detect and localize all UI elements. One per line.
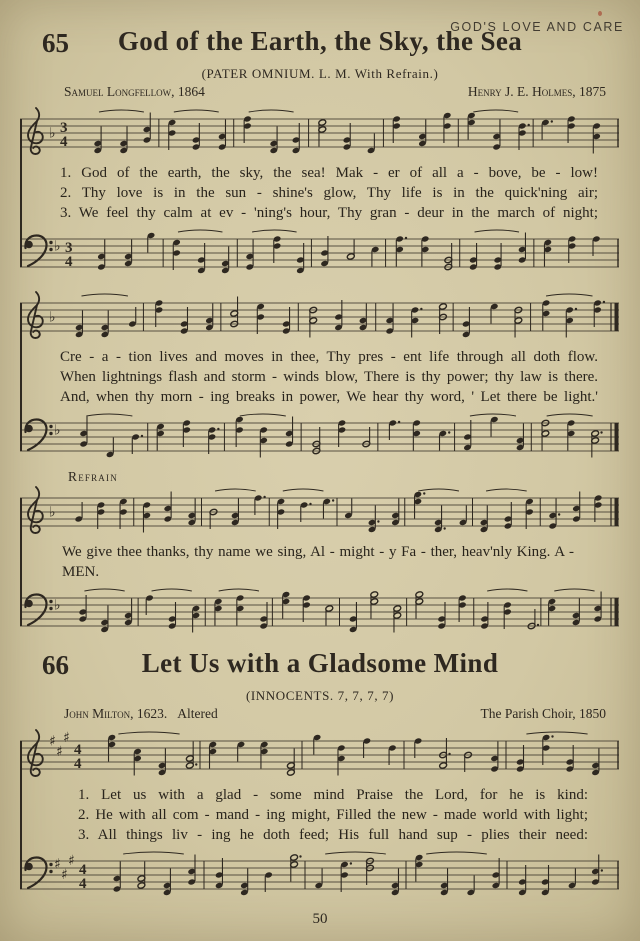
- hymn-65-author: Samuel Longfellow, 1864: [64, 84, 205, 99]
- hymn-65-byline: [0, 84, 640, 101]
- hymn-65-system-2-treble-staff: [20, 289, 620, 345]
- lyric-line: 1. Let us with a glad - some mind Praise the Lord, for he is kind:: [78, 787, 588, 803]
- hymn-66-title: Let Us with a Gladsome Mind: [141, 648, 499, 678]
- hymn-65-verse-lyrics-b: [60, 347, 598, 407]
- paper-speck: [598, 11, 602, 16]
- lyric-line: 1. God of the earth, the sky, the sea! Mak - er of all a - bove, be - low!: [60, 165, 598, 181]
- hymn-65-tune-line: (PATER OMNIUM. L. M. With Refrain.): [201, 66, 439, 81]
- svg-text:♭: ♭: [54, 422, 61, 439]
- hymn-66-tune-line: (INNOCENTS. 7, 7, 7, 7): [245, 688, 395, 703]
- lyric-line: And, when thy morn - ing breaks in power, We hear thy word, ' Let there be light.': [60, 389, 598, 405]
- hymn-66-author-note: Altered: [177, 706, 218, 721]
- running-head: GOD'S LOVE AND CARE: [450, 20, 624, 34]
- svg-text:♭: ♭: [49, 309, 56, 326]
- system-brace-line: [20, 303, 22, 451]
- svg-text:4: 4: [74, 742, 82, 758]
- lyric-line: 2. He with all com - mand - ing might, Filled the new - made world with light;: [78, 807, 588, 823]
- svg-text:4: 4: [79, 862, 87, 878]
- lyric-line: When lightnings flash and storm - winds blow, There is thy power; thy law is there.: [60, 369, 598, 385]
- hymn-66-bass-staff: [20, 847, 620, 903]
- hymn-65-refrain-system: [20, 484, 620, 640]
- refrain-lyric: We give thee thanks, thy name we sing, Al - might - y Fa - ther, heav'nly King. A - MEN.: [62, 544, 574, 580]
- hymn-65: [0, 26, 640, 640]
- system-brace-line: [20, 741, 22, 889]
- svg-text:♭: ♭: [49, 125, 56, 142]
- hymn-66-system-1: [20, 727, 620, 903]
- lyric-line: 2. Thy love is in the sun - shine's glow, Thy life is in the quick'ning air;: [60, 185, 598, 201]
- hymn-66-author: John Milton, 1623.: [64, 706, 168, 721]
- refrain-bass-staff: [20, 584, 620, 640]
- hymn-66: [0, 648, 640, 903]
- hymn-65-system-1: [20, 105, 620, 281]
- refrain-label: Refrain: [68, 469, 118, 484]
- lyric-line: 3. We feel thy calm at ev - 'ning's hour, Thy gran - deur in the march of night;: [60, 205, 598, 221]
- hymn-66-composer: The Parish Choir, 1850: [480, 706, 606, 721]
- svg-text:♯: ♯: [61, 867, 68, 883]
- system-brace-line: [20, 498, 22, 626]
- svg-text:♯: ♯: [68, 853, 75, 869]
- hymn-66-number: 66: [42, 650, 69, 680]
- hymn-66-byline: [0, 706, 640, 723]
- hymn-65-title: God of the Earth, the Sky, the Sea: [117, 26, 523, 56]
- hymn-66-treble-staff: [20, 727, 620, 783]
- svg-text:♭: ♭: [54, 238, 61, 255]
- hymn-65-system-1-treble-staff: [20, 105, 620, 161]
- svg-text:♭: ♭: [49, 504, 56, 521]
- hymn-65-verse-lyrics-a: [60, 163, 598, 223]
- svg-text:♯: ♯: [63, 730, 70, 746]
- svg-text:♯: ♯: [56, 744, 63, 760]
- svg-text:4: 4: [74, 756, 82, 772]
- hymn-65-composer: Henry J. E. Holmes, 1875: [467, 84, 606, 99]
- hymn-65-system-1-bass-staff: [20, 225, 620, 281]
- hymn-66-author-group: [64, 706, 218, 723]
- svg-text:3: 3: [65, 240, 73, 256]
- svg-text:4: 4: [60, 134, 68, 150]
- lyric-line: Cre - a - tion lives and moves in thee, Thy pres - ent life through all doth flow.: [60, 349, 598, 365]
- svg-text:4: 4: [79, 876, 87, 892]
- svg-text:♯: ♯: [54, 856, 61, 873]
- svg-text:3: 3: [60, 120, 68, 136]
- hymn-65-system-2-bass-staff: [20, 409, 620, 465]
- hymn-66-verse-lyrics: [78, 785, 588, 845]
- system-brace-line: [20, 119, 22, 267]
- lyric-line: 3. All things liv - ing he doth feed; His full hand sup - plies their need:: [78, 827, 588, 843]
- svg-text:4: 4: [65, 254, 73, 270]
- hymn-65-number: 65: [42, 28, 69, 58]
- page-number: 50: [312, 911, 328, 927]
- svg-text:♯: ♯: [49, 733, 56, 750]
- hymn-65-system-2: [20, 289, 620, 465]
- refrain-treble-staff: [20, 484, 620, 540]
- svg-text:♭: ♭: [54, 597, 61, 614]
